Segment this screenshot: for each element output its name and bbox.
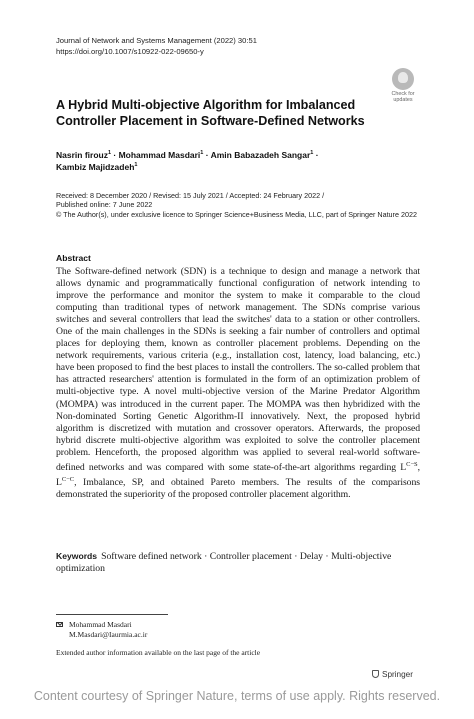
publisher-name: Springer	[382, 670, 413, 679]
springer-horse-icon	[372, 670, 379, 678]
journal-citation: Journal of Network and Systems Management (2022) 30:51	[56, 36, 257, 45]
keywords	[56, 550, 416, 575]
paper-title: A Hybrid Multi-objective Algorithm for Imbalanced Controller Placement in Software-Defined Networks	[56, 98, 365, 129]
author-name[interactable]: Kambiz Majidzadeh	[56, 162, 135, 173]
author-separator: ·	[313, 150, 319, 160]
correspondence	[56, 620, 147, 640]
check-for-updates-badge[interactable]	[388, 68, 418, 103]
history-dates: Received: 8 December 2020 / Revised: 15 July 2021 / Accepted: 24 February 2022 /	[56, 191, 325, 200]
author-separator: ·	[203, 150, 211, 160]
correspondence-email[interactable]: M.Masdari@Iaurmia.ac.ir	[69, 630, 148, 639]
correspondence-name: Mohammad Masdari	[69, 620, 132, 629]
journal-header	[56, 36, 257, 57]
published-date: Published online: 7 June 2022	[56, 200, 153, 210]
keywords-label: Keywords	[56, 551, 98, 561]
author-separator: ·	[111, 150, 119, 160]
doi-link[interactable]: https://doi.org/10.1007/s10922-022-09650-y	[56, 46, 204, 56]
courtesy-watermark: Content courtesy of Springer Nature, terms of use apply. Rights reserved.	[33, 689, 441, 703]
abstract-heading: Abstract	[56, 253, 91, 263]
copyright-notice: © The Author(s), under exclusive licence to Springer Science+Business Media, LLC, part of Springer Nature 2022	[56, 209, 417, 219]
author-list	[56, 149, 386, 173]
author-affiliation: 1	[310, 150, 314, 157]
badge-line-2: updates	[393, 97, 413, 104]
author-affiliation: 1	[107, 150, 112, 157]
author-affiliation: 1	[134, 162, 138, 169]
publisher-logo	[372, 670, 413, 679]
article-history	[56, 191, 428, 219]
author-name[interactable]: Amin Babazadeh Sangar	[210, 150, 311, 160]
check-for-updates-icon	[392, 68, 414, 90]
badge-line-1: Check for	[391, 91, 415, 97]
author-info-note: Extended author information available on the last page of the article	[56, 648, 261, 657]
author-name[interactable]: Mohammad Masdari	[118, 150, 201, 160]
author-name[interactable]: Nasrin firouz	[56, 150, 108, 160]
footnote-divider	[56, 614, 168, 615]
keywords-text: Software defined network · Controller placement · Delay · Multi-objective optimization	[56, 551, 392, 575]
envelope-icon	[56, 622, 63, 627]
abstract-text: The Software-defined network (SDN) is a technique to design and manage a network that allows dynamic and programmatically functional configuration of network intending to improve the performance and monitor the system to make it comparable to the cloud computing than traditional types of network management. The SDNs comprise various switches and several controllers that lead the switches' data to a station or other controllers. One of the main challenges in the SDNs is seeking a fair number of controllers and optimal places for deploying them, known as controller placement problems. Depending on the network requirements, various criteria (e.g., installation cost, latency, load balancing, etc.) have been proposed to find the best places to install the controllers. The so-called problem that has attracted researchers' attention is formulated in the form of an optimization problem of multi-objective type. A novel multi-objective version of the Marine Predator Algorithm (MOMPA) was introduced in the current paper. The MOMPA was then hybridized with the Non-dominated Sorting Genetic Algorithm-II innovatively. Next, the proposed hybrid algorithm is discretized with mutation and crossover operators. Afterwards, the proposed hybrid discrete multi-objective algorithm was exploited to solve the controller placement problem. Henceforth, the proposed algorithm was applied to several real-world software-defined networks and was compared with some state-of-the-art algorithms regarding $L^{C-S}$, $L^{C-C}$, Imbalance, SP, and obtained Pareto members. The results of the comparisons demonstrated the superiority of the proposed controller placement algorithm.	[56, 266, 420, 501]
author-affiliation: 1	[200, 150, 204, 157]
